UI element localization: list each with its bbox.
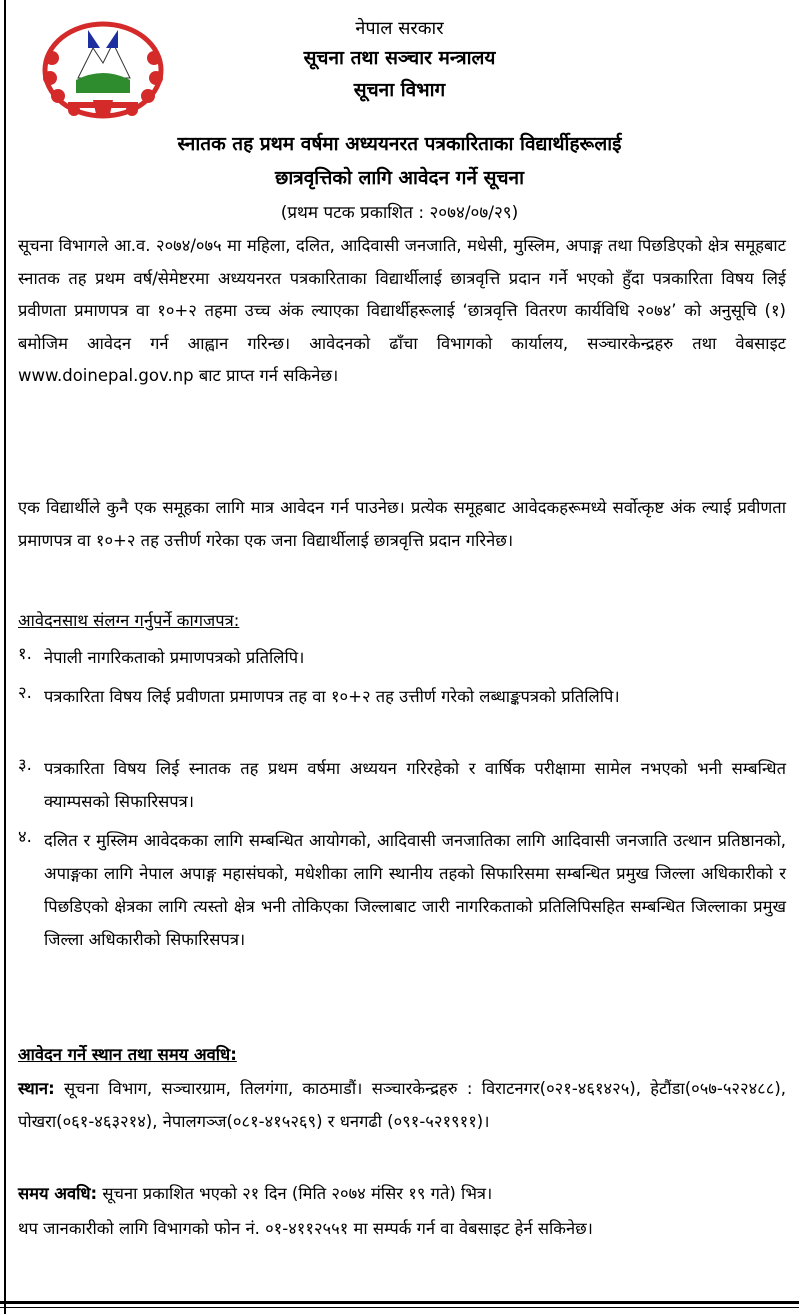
contact-paragraph: थप जानकारीको लागि विभागको फोन नं. ०१-४११२५५१ मा सम्पर्क गर्न वा वेबसाइट हेर्न सकिनेछ। <box>18 1219 593 1238</box>
documents-heading: आवेदनसाथ संलग्न गर्नुपर्ने कागजपत्र: <box>18 611 240 630</box>
document-item: १. नेपाली नागरिकताको प्रमाणपत्रको प्रतिलिपि। <box>18 644 305 667</box>
document-item: ३. पत्रकारिता विषय लिई स्नातक तह प्रथम वर्षमा अध्ययन गरिरहेको र वार्षिक परीक्षामा सामेल नभएको भनी सम्बन्धित क्याम्पसको सिफारिसपत्र। <box>18 755 786 811</box>
notice-title-line2: छात्रवृत्तिको लागि आवेदन गर्ने सूचना <box>275 167 524 189</box>
page-border-left <box>4 0 6 1314</box>
nepal-emblem-icon <box>38 18 168 120</box>
page-border-bottom <box>0 1301 799 1304</box>
page-border-bottom-thin <box>0 1307 799 1308</box>
government-name: नेपाल सरकार <box>355 18 444 39</box>
place-time-heading: आवेदन गर्ने स्थान तथा समय अवधि: <box>18 1045 237 1064</box>
document-item: ४. दलित र मुस्लिम आवेदकका लागि सम्बन्धित आयोगको, आदिवासी जनजातिका लागि आदिवासी जनजाति उत्थान प्रतिष्ठानको, अपाङ्गका लागि नेपाल अपाङ्ग महासंघको, मधेशीका लागि स्थानीय तहको सिफारिसमा सम्बन्धित प्रमुख जिल्ला अधिकारीको र पिछडिएको क्षेत्रका लागि त्यस्तो क्षेत्र भनी तोकिएका जिल्लाबाट जारी नागरिकताको प्रतिलिपिसहित सम्बन्धित जिल्लाका प्रमुख जिल्ला अधिकारीको सिफारिसपत्र। <box>18 827 786 949</box>
intro-paragraph: सूचना विभागले आ.व. २०७४/०७५ मा महिला, दलित, आदिवासी जनजाति, मधेसी, मुस्लिम, अपाङ्ग तथा पिछडिएको क्षेत्र समूहबाट स्नातक तह प्रथम वर्ष/सेमेष्टरमा अध्ययनरत पत्रकारिताका विद्यार्थीलाई छात्रवृत्ति प्रदान गर्ने भएको हुँदा पत्रकारिता विषय लिई प्रवीणता प्रमाणपत्र वा १०+२ तहमा उच्च अंक ल्याएका विद्यार्थीहरूलाई ‘छात्रवृत्ति वितरण कार्यविधि २०७४’ को अनुसूचि (१) बमोजिम आवेदन गर्न आह्वान गरिन्छ। आवेदनको ढाँचा विभागको कार्यालय, सञ्चारकेन्द्रहरु तथा वेबसाइट www.doinepal.gov.np बाट प्राप्त गर्न सकिनेछ। <box>18 236 786 385</box>
place-text: सूचना विभाग, सञ्चारग्राम, तिलगंगा, काठमाडौं। सञ्चारकेन्द्रहरु : विराटनगर(०२१-४६१४२५), हेटौंडा(०५७-५२२४८८), पोखरा(०६१-४६३२१४), नेपालगञ्ज(०८१-४१५२६९) र धनगढी (०९१-५२१९११)। <box>18 1079 786 1131</box>
place-paragraph <box>18 1073 786 1138</box>
document-item: २. पत्रकारिता विषय लिई प्रवीणता प्रमाणपत्र तह वा १०+२ तह उत्तीर्ण गरेको लब्धाङ्कपत्रको प्रतिलिपि। <box>18 683 620 706</box>
department-name: सूचना विभाग <box>353 79 446 101</box>
duration-text: सूचना प्रकाशित भएको २१ दिन (मिति २०७४ मंसिर १९ गते) भित्र। <box>97 1184 493 1203</box>
notice-title-line1: स्नातक तह प्रथम वर्षमा अध्ययनरत पत्रकारिताका विद्यार्थीहरूलाई <box>177 133 622 155</box>
duration-label: समय अवधि: <box>18 1184 98 1203</box>
duration-paragraph <box>18 1178 786 1211</box>
header <box>180 16 619 106</box>
ministry-name: सूचना तथा सञ्चार मन्त्रालय <box>303 47 496 69</box>
publication-date: (प्रथम पटक प्रकाशित : २०७४/०७/२९) <box>280 203 519 223</box>
eligibility-paragraph: एक विद्यार्थीले कुनै एक समूहका लागि मात्र आवेदन गर्न पाउनेछ। प्रत्येक समूहबाट आवेदकहरूमध्ये सर्वोत्कृष्ट अंक ल्याई प्रवीणता प्रमाणपत्र वा १०+२ तह उत्तीर्ण गरेका एक जना विद्यार्थीलाई छात्रवृत्ति प्रदान गरिनेछ। <box>18 498 786 550</box>
place-label: स्थान: <box>18 1079 55 1098</box>
